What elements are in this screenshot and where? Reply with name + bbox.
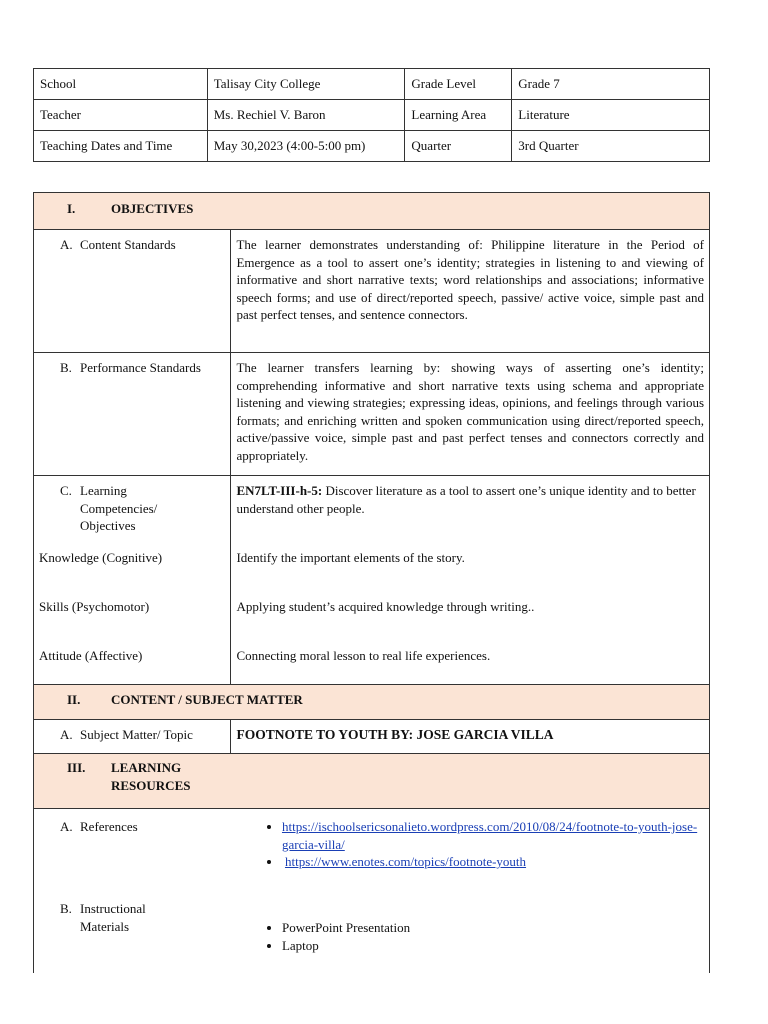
info-row-teacher [34,100,710,131]
info-row-school [34,69,710,100]
competencies-label-line2: Competencies/ [80,500,158,516]
learning-area-label: Learning Area [405,100,512,131]
content-standards-text: The learner demonstrates understanding of: Philippine literature in the Period of Emergence as a tool to assert one’s identity; strategies in listening to and viewing of informative and short narrative texts; word relationships and associations; informative speech forms; and use of direct/reported speech, passive/ active voice, simple past and past perfect tenses, and sentence connectors. [231,230,710,353]
attitude-label: Attitude (Affective) [34,643,231,685]
knowledge-label: Knowledge (Cognitive) [34,545,231,594]
competencies-row [34,476,710,546]
info-row-dates [34,131,710,162]
performance-standards-text: The learner transfers learning by: showing ways of asserting one’s identity; comprehending informative and short narrative texts using schema and appropriate listening and viewing strategies; expressing ideas, opinions, and feelings through various formats; and enriching written and spoken communication using direct/reported speech, active/passive voice, simple past and past perfect tenses and connectors correctly and appropriately. [231,353,710,476]
content-standards-label: Content Standards [80,237,176,252]
materials-label-line2: Materials [80,918,130,934]
section-number: II. [67,692,81,707]
reference-item [282,818,704,853]
grade-level-value: Grade 7 [512,69,710,100]
lesson-plan-table [33,192,710,973]
item-letter: A. [60,819,73,834]
teaching-dates-value: May 30,2023 (4:00-5:00 pm) [207,131,405,162]
section-objectives [34,193,710,230]
competencies-label-line1: Learning [80,483,127,498]
competency-code: EN7LT-III-h-5: [236,483,323,498]
skills-text: Applying student’s acquired knowledge through writing.. [231,594,710,643]
reference-item [282,853,704,871]
quarter-value: 3rd Quarter [512,131,710,162]
skills-label: Skills (Psychomotor) [34,594,231,643]
item-letter: C. [60,483,72,498]
subject-matter-label: Subject Matter/ Topic [80,727,193,742]
section-title: OBJECTIVES [111,201,194,216]
materials-label-line1: Instructional [80,901,146,916]
material-item: • Laptop [282,937,704,955]
attitude-row [34,643,710,685]
teacher-value: Ms. Rechiel V. Baron [207,100,405,131]
attitude-text: Connecting moral lesson to real life experiences. [231,643,710,685]
section-title: CONTENT / SUBJECT MATTER [111,692,303,707]
learning-area-value: Literature [512,100,710,131]
references-list [236,818,704,871]
item-letter: A. [60,237,73,252]
competency-text: Discover literature as a tool to assert one’s unique identity and to better understand other people. [236,483,696,516]
teaching-dates-label: Teaching Dates and Time [34,131,208,162]
section-number: I. [67,201,76,216]
content-standards-row [34,230,710,353]
materials-list [236,919,704,954]
item-letter: B. [60,360,72,375]
info-table [33,68,710,162]
item-letter: A. [60,727,73,742]
item-letter: B. [60,901,72,916]
subject-matter-row [34,720,710,754]
materials-row [34,896,710,973]
school-label: School [34,69,208,100]
subject-matter-value: FOOTNOTE TO YOUTH BY: JOSE GARCIA VILLA [231,720,710,754]
references-row [34,809,710,897]
material-item: • PowerPoint Presentation [282,919,704,937]
section-title-line2: RESOURCES [111,777,191,793]
skills-row [34,594,710,643]
performance-standards-row [34,353,710,476]
section-content [34,685,710,720]
grade-level-label: Grade Level [405,69,512,100]
teacher-label: Teacher [34,100,208,131]
section-title-line1: LEARNING [111,760,182,775]
quarter-label: Quarter [405,131,512,162]
reference-link-1[interactable]: https://ischoolsericsonalieto.wordpress.com/2010/08/24/footnote-to-youth-jose-garcia-villa/ [281,819,698,852]
performance-standards-label: Performance Standards [80,360,201,375]
references-label: References [80,819,138,834]
section-resources [34,754,710,809]
section-number: III. [67,760,86,775]
school-value: Talisay City College [207,69,405,100]
competencies-label-line3: Objectives [80,518,136,533]
knowledge-text: Identify the important elements of the story. [231,545,710,594]
knowledge-row [34,545,710,594]
reference-link-2[interactable]: https://www.enotes.com/topics/footnote-youth [284,854,527,869]
